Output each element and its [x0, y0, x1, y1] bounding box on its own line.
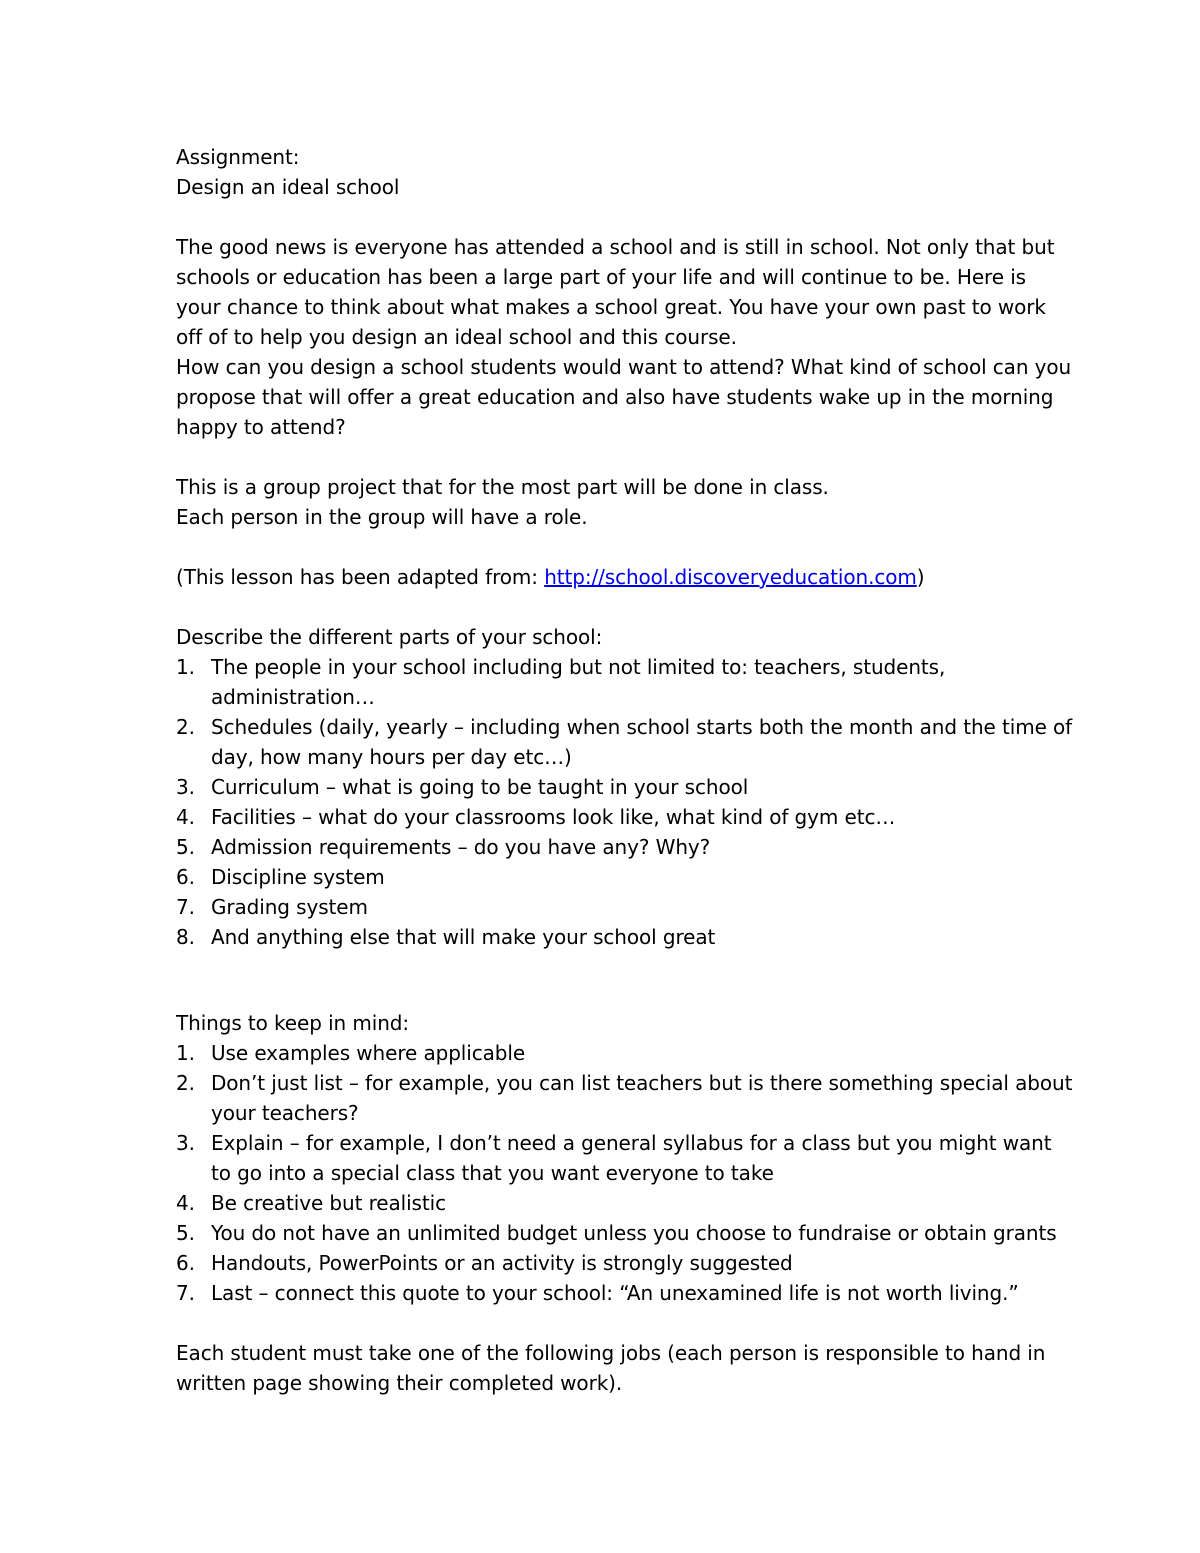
- list-item: [176, 772, 1076, 802]
- list-text: Schedules (daily, yearly – including when school starts both the month and the time of day, how many hours per day etc…): [211, 715, 1073, 769]
- list-item: [176, 1248, 1076, 1278]
- list-text: Curriculum – what is going to be taught in your school: [211, 775, 749, 799]
- source-prefix: (This lesson has been adapted from:: [176, 565, 545, 589]
- parts-list: [176, 652, 1076, 952]
- list-item: [176, 1188, 1076, 1218]
- source-line: [176, 562, 1076, 592]
- list-text: The people in your school including but not limited to: teachers, students, administration…: [211, 655, 946, 709]
- list-number: 4.: [176, 805, 195, 829]
- list-text: And anything else that will make your school great: [211, 925, 716, 949]
- list-number: 6.: [176, 1251, 195, 1275]
- list-text: Discipline system: [211, 865, 385, 889]
- list-text: You do not have an unlimited budget unless you choose to fundraise or obtain grants: [211, 1221, 1057, 1245]
- list-item: [176, 892, 1076, 922]
- parts-heading: Describe the different parts of your school:: [176, 625, 603, 649]
- list-text: Admission requirements – do you have any? Why?: [211, 835, 711, 859]
- assignment-title: Design an ideal school: [176, 175, 400, 199]
- list-number: 7.: [176, 1281, 195, 1305]
- list-number: 2.: [176, 1071, 195, 1095]
- list-number: 6.: [176, 865, 195, 889]
- intro-question-paragraph: How can you design a school students would want to attend? What kind of school can you propose that will offer a great education and also have students wake up in the morning happy to attend?: [176, 355, 1072, 439]
- list-number: 1.: [176, 655, 195, 679]
- spacer: [176, 952, 1076, 1008]
- list-item: [176, 862, 1076, 892]
- spacer: [176, 532, 1076, 562]
- list-number: 3.: [176, 1131, 195, 1155]
- list-text: Explain – for example, I don’t need a general syllabus for a class but you might want to go into a special class that you want everyone to take: [211, 1131, 1052, 1185]
- list-item: [176, 652, 1076, 712]
- spacer: [176, 1308, 1076, 1338]
- list-number: 5.: [176, 835, 195, 859]
- group-project-line: This is a group project that for the most part will be done in class.: [176, 475, 829, 499]
- list-number: 2.: [176, 715, 195, 739]
- spacer: [176, 592, 1076, 622]
- mind-list: [176, 1038, 1076, 1308]
- list-text: Use examples where applicable: [211, 1041, 526, 1065]
- mind-heading: Things to keep in mind:: [176, 1011, 410, 1035]
- list-text: Be creative but realistic: [211, 1191, 446, 1215]
- document-page: [176, 142, 1076, 1398]
- list-number: 3.: [176, 775, 195, 799]
- list-item: [176, 1128, 1076, 1188]
- list-item: [176, 832, 1076, 862]
- list-item: [176, 1278, 1076, 1308]
- list-number: 8.: [176, 925, 195, 949]
- list-item: [176, 802, 1076, 832]
- spacer: [176, 202, 1076, 232]
- source-link[interactable]: http://school.discoveryeducation.com: [544, 565, 917, 589]
- list-number: 5.: [176, 1221, 195, 1245]
- list-item: [176, 1068, 1076, 1128]
- list-number: 4.: [176, 1191, 195, 1215]
- list-number: 7.: [176, 895, 195, 919]
- list-item: [176, 1038, 1076, 1068]
- list-text: Last – connect this quote to your school: “An unexamined life is not worth living.”: [211, 1281, 1019, 1305]
- intro-paragraph: The good news is everyone has attended a school and is still in school. Not only that but schools or education has been a large part of your life and will continue to be. Here is your chance to think about what makes a school great. You have your own past to work off of to help you design an ideal school and this course.: [176, 235, 1055, 349]
- list-item: [176, 1218, 1076, 1248]
- list-item: [176, 922, 1076, 952]
- closing-paragraph: Each student must take one of the following jobs (each person is responsible to hand in written page showing their completed work).: [176, 1341, 1046, 1395]
- group-role-line: Each person in the group will have a role.: [176, 505, 588, 529]
- assignment-label: Assignment:: [176, 145, 300, 169]
- list-text: Facilities – what do your classrooms look like, what kind of gym etc…: [211, 805, 896, 829]
- list-text: Don’t just list – for example, you can list teachers but is there something special about your teachers?: [211, 1071, 1073, 1125]
- list-text: Handouts, PowerPoints or an activity is strongly suggested: [211, 1251, 793, 1275]
- list-item: [176, 712, 1076, 772]
- spacer: [176, 442, 1076, 472]
- list-text: Grading system: [211, 895, 368, 919]
- list-number: 1.: [176, 1041, 195, 1065]
- source-suffix: ): [916, 565, 925, 589]
